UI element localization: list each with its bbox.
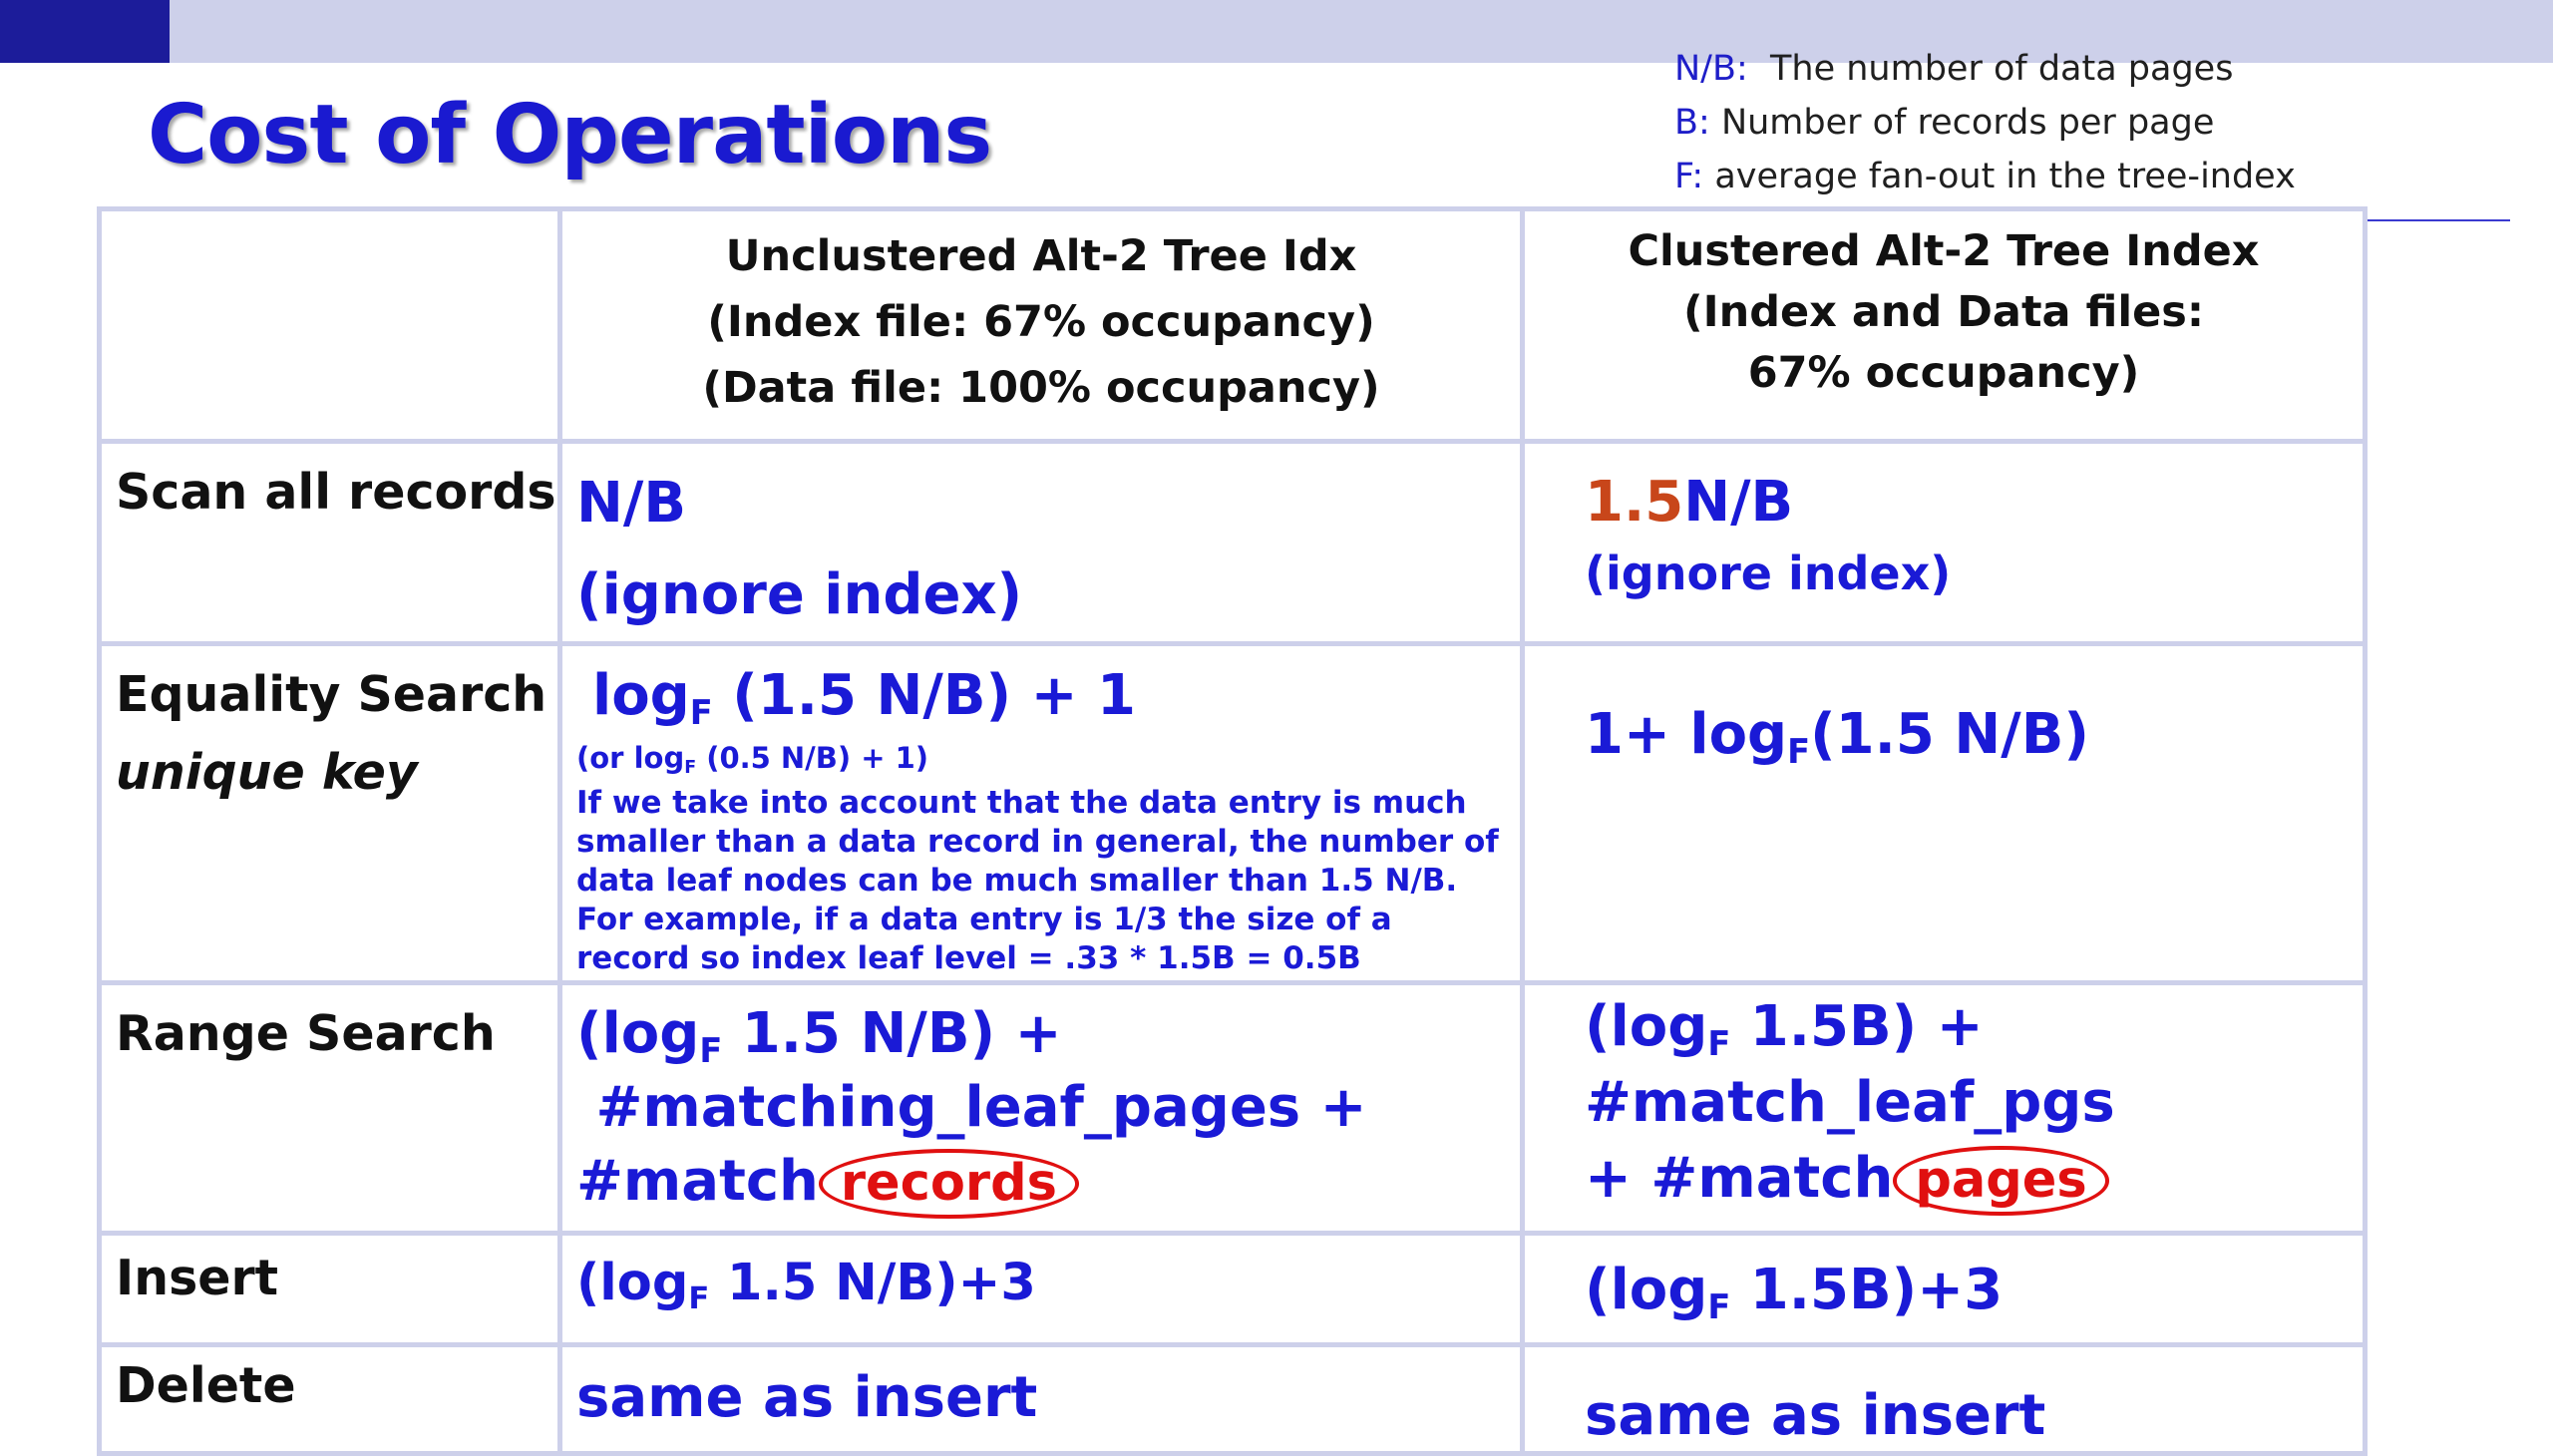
cost-table xyxy=(97,206,2368,1456)
scan-unclustered-cell xyxy=(560,442,1523,644)
range-cost-line: #matching_leaf_pages + xyxy=(576,1075,1367,1140)
range-cost-line: + #match pages xyxy=(1585,1141,2363,1217)
legend-item xyxy=(1674,150,2296,203)
range-unclustered-cell xyxy=(560,983,1523,1234)
delete-clustered-cell xyxy=(1523,1345,2366,1454)
header-line: (Data file: 100% occupancy) xyxy=(702,363,1380,413)
range-cost-line: ($\log_F$ 1.5 N/B) + xyxy=(576,1001,1062,1071)
range-cost-line: ($\log_F$ 1.5B) + xyxy=(1585,994,1984,1064)
equality-alt-cost: (or $\log_F (0.5$ N/B) + 1) xyxy=(576,741,929,779)
row-scan xyxy=(100,442,2366,644)
circled-records: records xyxy=(819,1149,1079,1219)
legend-desc: Number of records per page xyxy=(1709,103,2215,143)
corner-cell xyxy=(100,209,560,442)
row-insert xyxy=(100,1234,2366,1345)
legend-desc: The number of data pages xyxy=(1747,49,2234,89)
row-label-cell xyxy=(100,1234,560,1345)
legend-key: B: xyxy=(1674,103,1710,143)
legend-item xyxy=(1674,42,2296,96)
equality-unclustered-cell xyxy=(560,644,1523,983)
header-line: 67% occupancy) xyxy=(1747,348,2140,398)
header-line: (Index file: 67% occupancy) xyxy=(707,297,1375,347)
row-label: Equality Search xyxy=(116,666,547,723)
row-label: Delete xyxy=(116,1357,296,1414)
header-line: Unclustered Alt-2 Tree Idx xyxy=(725,231,1357,281)
notation-legend xyxy=(1674,42,2296,203)
header-unclustered xyxy=(560,209,1523,442)
range-cost-line: #match_leaf_pgs xyxy=(1585,1070,2115,1135)
insert-unclustered-cell xyxy=(560,1234,1523,1345)
legend-desc: average fan-out in the tree-index xyxy=(1703,157,2296,196)
scan-factor: 1.5 xyxy=(1585,470,1684,535)
header-line: (Index and Data files: xyxy=(1682,287,2205,337)
row-sublabel: unique key xyxy=(116,744,418,801)
insert-clustered-cell xyxy=(1523,1234,2366,1345)
scan-cost: N/B xyxy=(576,471,687,536)
legend-key: N/B: xyxy=(1674,49,1748,89)
equality-cost: $\log_F (1.5$ N/B) + 1 xyxy=(592,663,1136,733)
circled-pages: pages xyxy=(1893,1146,2108,1216)
range-clustered-cell xyxy=(1523,983,2366,1234)
header-line: Clustered Alt-2 Tree Index xyxy=(1628,226,2260,276)
row-label-cell xyxy=(100,442,560,644)
insert-cost: ($\log_F$ 1.5B)+3 xyxy=(1585,1258,2004,1327)
legend-underline xyxy=(2364,219,2510,221)
range-cost-line: #match records xyxy=(576,1145,1520,1219)
scan-note: (ignore index) xyxy=(1585,546,1952,600)
scan-clustered-cell xyxy=(1523,442,2366,644)
row-delete xyxy=(100,1345,2366,1454)
legend-item xyxy=(1674,96,2296,150)
scan-cost: 1.5N/B xyxy=(1585,470,1794,535)
delete-cost: same as insert xyxy=(1585,1383,2046,1448)
row-label-cell xyxy=(100,644,560,983)
equality-clustered-cell xyxy=(1523,644,2366,983)
row-label: Insert xyxy=(116,1250,279,1306)
delete-unclustered-cell xyxy=(560,1345,1523,1454)
row-label: Scan all records xyxy=(116,464,556,521)
header-row xyxy=(100,209,2366,442)
delete-cost: same as insert xyxy=(576,1365,1038,1430)
scan-note: (ignore index) xyxy=(576,562,1023,627)
row-range xyxy=(100,983,2366,1234)
slide-title: Cost of Operations xyxy=(148,88,992,182)
header-clustered xyxy=(1523,209,2366,442)
banner-accent-block xyxy=(0,0,170,63)
row-label-cell xyxy=(100,1345,560,1454)
row-label-cell xyxy=(100,983,560,1234)
insert-cost: ($\log_F$ 1.5 N/B)+3 xyxy=(576,1254,1036,1317)
equality-note: If we take into account that the data entry is much smaller than a data record in general, the number of data leaf nodes can be much smaller than 1.5 N/B. For example, if a data entry is 1/3 the size of a record so index leaf level = .33 * 1.5B = 0.5B xyxy=(576,785,1499,976)
equality-cost: $1+ \log_F(1.5$ N/B) xyxy=(1585,702,2089,772)
legend-key: F: xyxy=(1674,157,1704,196)
row-equality xyxy=(100,644,2366,983)
row-label: Range Search xyxy=(116,1005,496,1062)
